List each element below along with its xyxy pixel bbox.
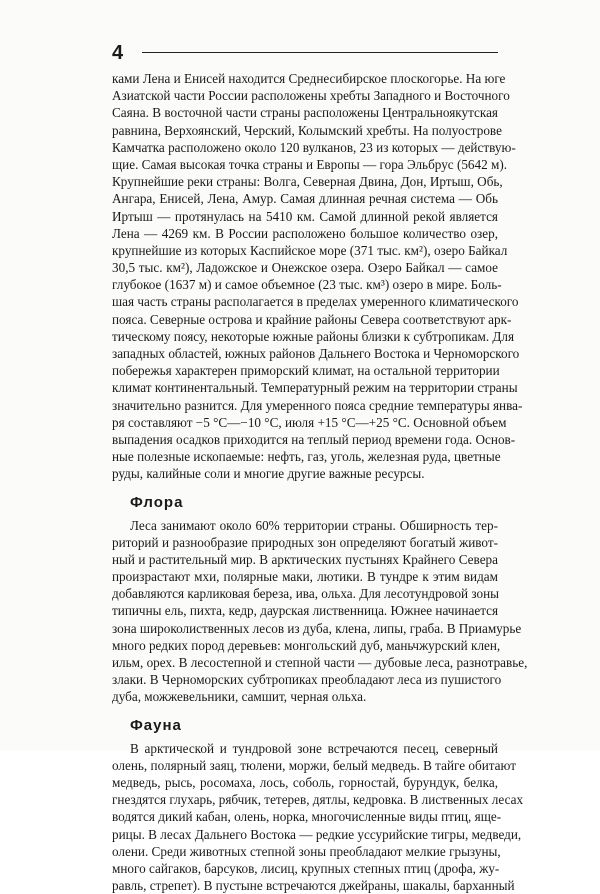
- text-line: 30,5 тыс. км²), Ладожское и Онежское озера. Озеро Байкал — самое: [112, 260, 498, 276]
- text-line: щие. Самая высокая точка страны и Европы — гора Эльбрус (5642 м).: [112, 156, 508, 172]
- text-line: произрастают мхи, полярные маки, лютики. В тундре к этим видам: [112, 569, 498, 585]
- text-line: типичны ель, пихта, кедр, даурская лиственница. Южнее начинается: [112, 603, 499, 619]
- text-line: Камчатка расположено около 120 вулканов, 23 из которых — действую-: [112, 139, 516, 155]
- text-line: злаки. В Черноморских субтропиках преобладают леса из пушистого: [112, 672, 502, 688]
- text-line: пояса. Северные острова и крайние районы Севера соответствуют арк-: [112, 311, 512, 327]
- text-line: много редких пород деревьев: монгольский дуб, маньчжурский клен,: [112, 637, 501, 653]
- text-line: Саяна. В восточной части страны расположены Центральноякутская: [112, 105, 498, 121]
- text-line: побережья характерен приморский климат, на остальной территории: [112, 363, 500, 379]
- text-line: выпадения осадков приходится на теплый период времени года. Основ-: [112, 431, 516, 447]
- text-line: много сайгаков, барсуков, лисиц, крупных степных птиц (дрофа, жу-: [112, 860, 500, 876]
- text-line: тическому поясу, некоторые южные районы близки к субтропикам. Для: [112, 328, 515, 344]
- text-line: гнездятся глухарь, рябчик, тетерев, дятлы, кедровка. В лиственных лесах: [112, 792, 524, 808]
- text-line: добавляются карликовая береза, ива, ольха. Для лесотундровой зоны: [112, 586, 500, 602]
- text-line: дуба, можжевельники, самшит, черная ольха.: [112, 689, 367, 705]
- text-line: ный и растительный мир. В арктических пустынях Крайнего Севера: [112, 551, 498, 567]
- text-line: ные полезные ископаемые: нефть, газ, уголь, железная руда, цветные: [112, 449, 501, 465]
- text-line: ря составляют −5 °С—−10 °С, июля +15 °С—+25 °С. Основной объем: [112, 414, 507, 430]
- text-line: Азиатской части России расположены хребты Западного и Восточного: [112, 88, 510, 104]
- body-text: [112, 70, 528, 894]
- text-line: значительно разнится. Для умеренного пояса средние температуры янва-: [112, 397, 523, 413]
- text-line: руды, калийные соли и многие другие важные ресурсы.: [112, 466, 425, 482]
- text-line: медведь, рысь, росомаха, лось, соболь, горностай, бурундук, белка,: [112, 774, 498, 790]
- text-line: Иртыш — протянулась на 5410 км. Самой длинной рекой является: [112, 208, 498, 224]
- text-line: В арктической и тундровой зоне встречаются песец, северный: [130, 740, 498, 756]
- section-heading: Фауна: [130, 716, 182, 734]
- text-line: зона широколиственных лесов из дуба, клена, липы, граба. В Приамурье: [112, 620, 522, 636]
- text-line: Крупнейшие реки страны: Волга, Северная Двина, Дон, Иртыш, Обь,: [112, 174, 503, 190]
- text-line: западных областей, южных районов Дальнего Востока и Черноморского: [112, 346, 520, 361]
- text-line: Ангара, Енисей, Лена, Амур. Самая длинная речная система — Обь: [112, 191, 498, 207]
- section-heading: Флора: [130, 493, 184, 511]
- text-line: олень, полярный заяц, тюлени, моржи, белый медведь. В тайге обитают: [112, 757, 516, 773]
- text-line: равль, стрепет). В пустыне встречаются джейраны, шакалы, барханный: [112, 878, 515, 894]
- text-line: ильм, орех. В лесостепной и степной части — дубовые леса, разнотравье,: [112, 655, 528, 670]
- text-line: риторий и разнообразие природных зон определяют богатый живот-: [112, 534, 498, 550]
- text-line: ками Лена и Енисей находится Среднесибирское плоскогорье. На юге: [112, 71, 506, 86]
- page-header: [112, 42, 498, 66]
- text-line: крупнейшие из которых Каспийское море (371 тыс. км²), озеро Байкал: [112, 242, 508, 258]
- text-line: равнина, Верхоянский, Черский, Колымский хребты. На полуострове: [112, 122, 502, 138]
- text-line: Лена — 4269 км. В России расположено большое количество озер,: [112, 225, 498, 241]
- header-rule: [142, 52, 498, 53]
- text-line: глубокое (1637 м) и самое объемное (23 тыс. км³) озеро в мире. Боль-: [112, 277, 502, 293]
- text-line: шая часть страны располагается в пределах умеренного климатического: [112, 294, 519, 310]
- text-line: рицы. В лесах Дальнего Востока — редкие уссурийские тигры, медведи,: [112, 826, 522, 842]
- text-line: водятся дикий кабан, олень, норка, многочисленные виды птиц, яще-: [112, 809, 502, 825]
- text-line: Леса занимают около 60% территории страны. Обширность тер-: [130, 517, 498, 533]
- text-line: климат континентальный. Температурный режим на территории страны: [112, 380, 518, 396]
- page-number: 4: [112, 42, 124, 64]
- text-line: олени. Среди животных степной зоны преобладают мелкие грызуны,: [112, 843, 501, 859]
